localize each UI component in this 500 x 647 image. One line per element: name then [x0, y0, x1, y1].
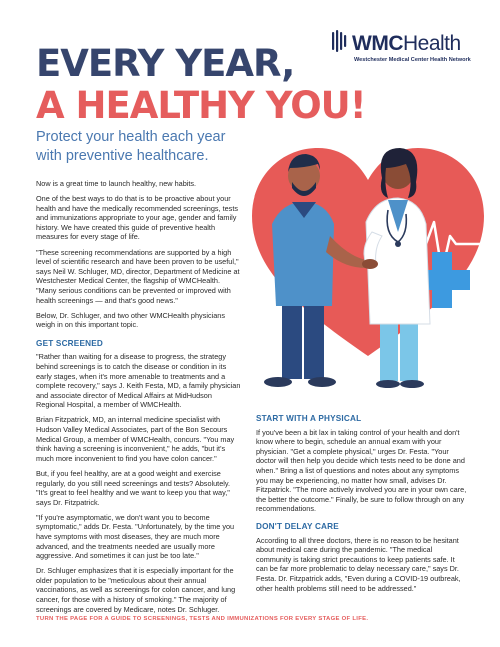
subtitle: Protect your health each year with preventive healthcare.: [36, 129, 226, 164]
intro-paragraph: Now is a great time to launch healthy, new habits.: [36, 179, 197, 188]
body-paragraph: "If you're asymptomatic, we don't want you to become symptomatic," adds Dr. Festa. "Unfortunately, by the time you have symptoms with most diseases, they are much more advanced, and the treatments needed are usually more aggressive. And sometimes it can just be too late.": [36, 512, 235, 561]
section-heading-physical: START WITH A PHYSICAL: [256, 414, 362, 423]
logo-tagline: Westchester Medical Center Health Network: [354, 57, 471, 63]
page-title: [36, 43, 366, 127]
body-paragraph: If you've been a bit lax in taking control of your health and don't know where to begin, schedule an annual exam with your physician. "Get a complete physical," urges Dr. Festa. "Your doctor will then help you decide which tests need to be done and when." Bring a list of questions and notes about any symptoms you may be experiencing, no matter how small, advises Dr. Fitzpatrick. "The more actively involved you are in your own care, the better the outcome." Finally, be sure to follow through on any recommendations.: [256, 427, 467, 514]
left-column: [36, 179, 241, 620]
body-paragraph: Below, Dr. Schluger, and two other WMCHealth physicians weigh in on this important topic.: [36, 310, 225, 330]
body-paragraph: "These screening recommendations are supported by a high level of scientific research and have been proven to be useful," says Neil W. Schluger, MD, director, Department of Medicine at Westchester Medical Center, the flagship of WMCHealth. "Many serious conditions can be prevented or improved with health screenings — and that's good news.": [36, 247, 240, 305]
section-heading-delay-care: DON'T DELAY CARE: [256, 521, 339, 531]
section-heading-get-screened: GET SCREENED: [36, 338, 104, 348]
body-paragraph: One of the best ways to do that is to be proactive about your health and have the medically recommended screenings, tests and immunizations appropriate to your age, gender and family history. We have created this guide of preventive health measures for every stage of life.: [36, 194, 238, 242]
body-paragraph: But, if you feel healthy, are at a good weight and exercise regularly, do you still need screenings and tests? Absolutely. "It's great to feel healthy and we want to keep you that way," says Dr. Fitzpatrick.: [36, 468, 231, 507]
body-paragraph: "Rather than waiting for a disease to progress, the strategy behind screenings is to catch the disease or condition in its early stages, when it's more amenable to treatments and a complete recovery," says J. Keith Festa, MD, a family physician and associate director of Medical Affairs at MidHudson Regional Hospital, a member of WMCHealth.: [36, 352, 241, 410]
doctor-patient-heart-illustration: [248, 124, 488, 396]
body-paragraph: Dr. Schluger emphasizes that it is especially important for the older population to be "meticulous about their annual vaccinations, as well as screenings for colon cancer, and lung cancer, for those with a history of smoking." The majority of screenings are covered by Medicare, notes Dr. Schluger.: [36, 566, 236, 614]
title-line-2: A HEALTHY YOU!: [36, 84, 366, 127]
body-paragraph: Brian Fitzpatrick, MD, an internal medicine specialist with Hudson Valley Medical Associates, part of the Bon Secours Medical Group, a member of WMCHealth, concurs. "You may think having a screening is inconvenient," he adds, "but it's much more inconvenient to find you have colon cancer.": [36, 415, 235, 463]
footer-note: TURN THE PAGE FOR A GUIDE TO SCREENINGS, TESTS AND IMMUNIZATIONS FOR EVERY STAGE OF LIFE.: [36, 616, 369, 622]
right-column: [256, 406, 468, 599]
logo-wordmark: WMCHealth: [352, 32, 461, 55]
body-paragraph: According to all three doctors, there is no reason to be hesitant about medical care during the pandemic. "The medical community is taking strict precautions to keep patients safe. It can be far more problematic to delay necessary care," says Dr. Festa. Dr. Fitzpatrick adds, "Even during a COVID-19 outbreak, other health problems still need to be addressed.": [256, 535, 461, 593]
title-line-1: EVERY YEAR,: [36, 42, 295, 85]
